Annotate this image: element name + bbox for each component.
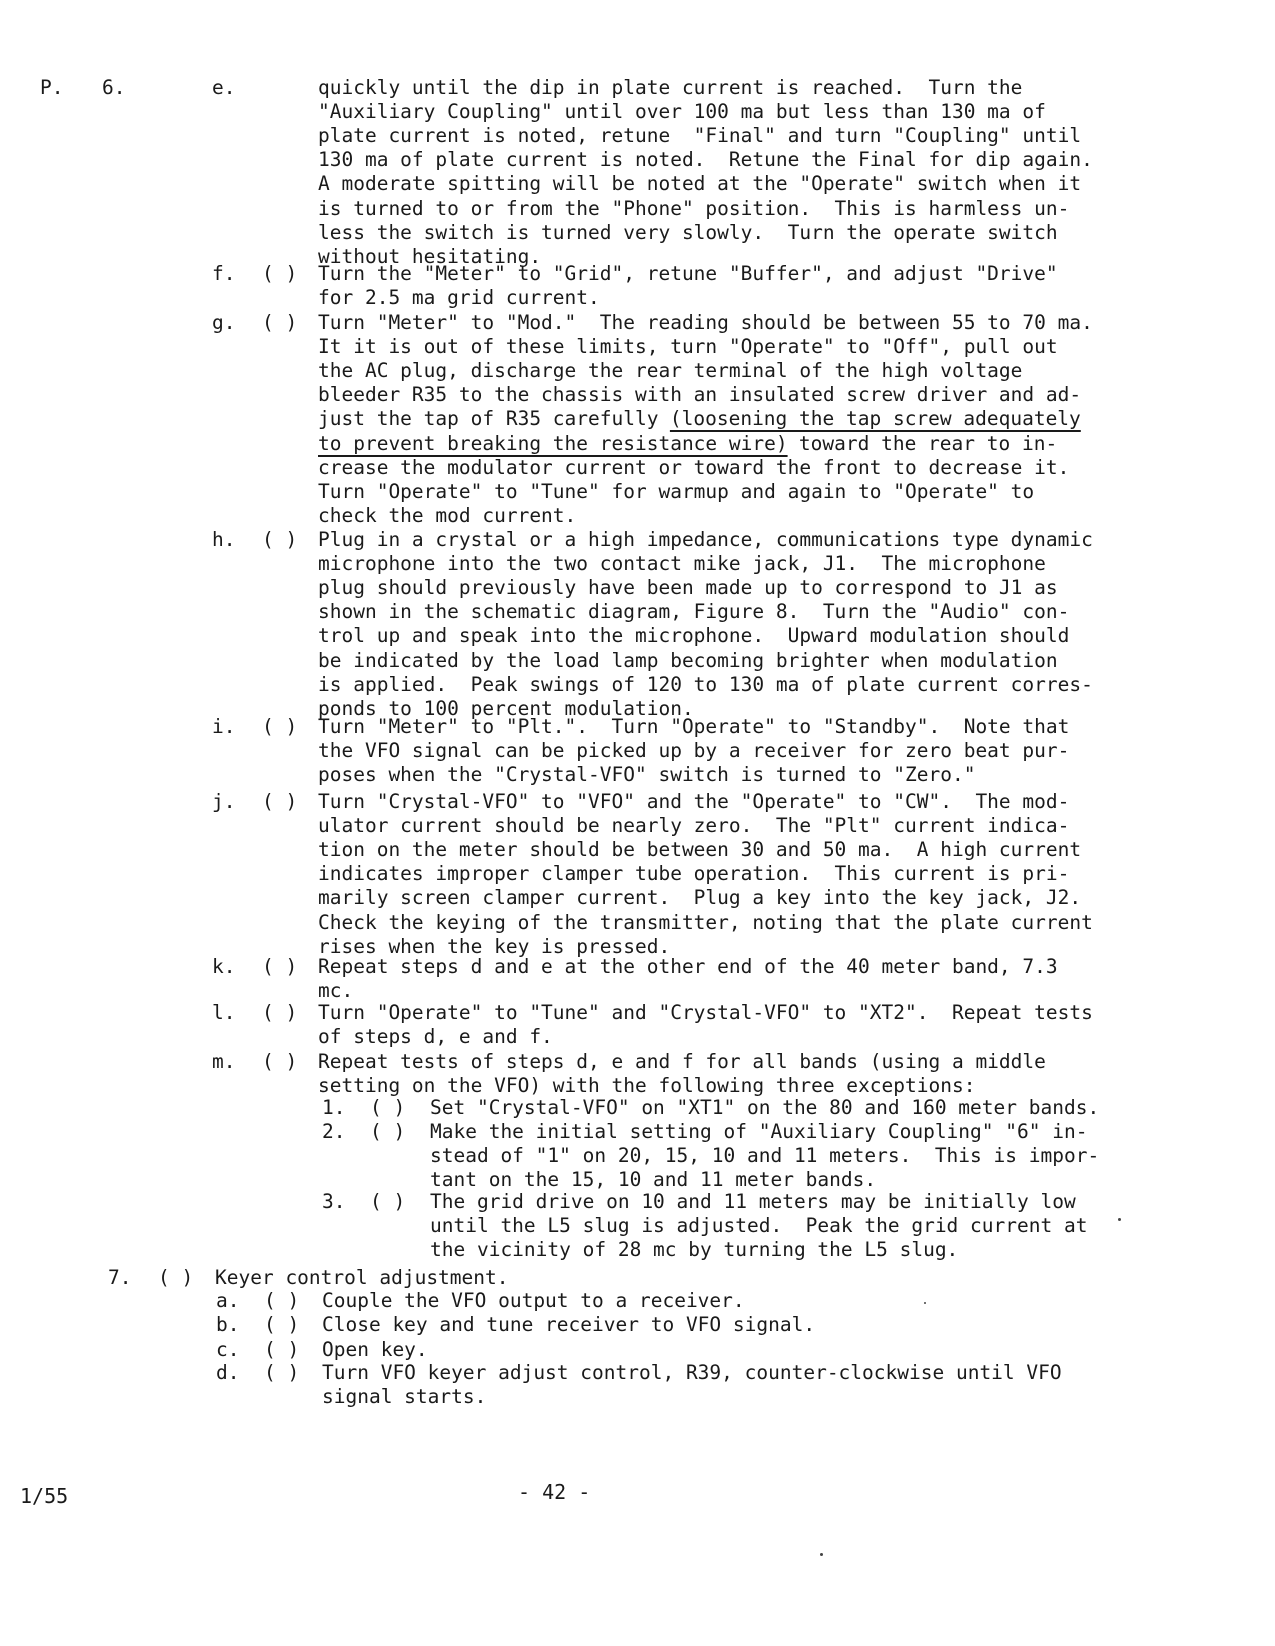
page-ref: P.: [40, 76, 64, 99]
step-text-line: setting on the VFO) with the following three exceptions:: [318, 1074, 976, 1097]
step-checkbox: ( ): [262, 955, 298, 978]
exception-checkbox: ( ): [370, 1120, 406, 1143]
scan-speck: [820, 1553, 823, 1556]
step-text-line: Turn "Meter" to "Mod." The reading should be between 55 to 70 ma.: [318, 311, 1093, 334]
keyer-step-text-line: signal starts.: [322, 1385, 487, 1408]
step-text-line: without hesitating.: [318, 245, 542, 268]
exception-text-line: Set "Crystal-VFO" on "XT1" on the 80 and 160 meter bands.: [430, 1096, 1100, 1119]
step-text-line: Turn "Crystal-VFO" to "VFO" and the "Operate" to "CW". The mod-: [318, 790, 1070, 813]
step-label: k.: [212, 955, 236, 978]
exception-text-line: tant on the 15, 10 and 11 meter bands.: [430, 1168, 877, 1191]
keyer-step-label: d.: [216, 1361, 240, 1384]
step-label: i.: [212, 715, 236, 738]
step-checkbox: ( ): [262, 311, 298, 334]
step-text-line: rises when the key is pressed.: [318, 935, 671, 958]
step-text-line: for 2.5 ma grid current.: [318, 286, 600, 309]
exception-text-line: until the L5 slug is adjusted. Peak the grid current at: [430, 1214, 1088, 1237]
step-text-line: ponds to 100 percent modulation.: [318, 697, 694, 720]
keyer-step-label: a.: [216, 1289, 240, 1312]
scan-speck: [1118, 1218, 1121, 1221]
keyer-step-text-line: Turn VFO keyer adjust control, R39, counter-clockwise until VFO: [322, 1361, 1062, 1384]
keyer-step-checkbox: ( ): [264, 1313, 300, 1336]
step-label: j.: [212, 790, 236, 813]
step-label: g.: [212, 311, 236, 334]
step-checkbox: ( ): [262, 262, 298, 285]
section-number: 6.: [102, 76, 126, 99]
step-text-line: Turn the "Meter" to "Grid", retune "Buffer", and adjust "Drive": [318, 262, 1058, 285]
step-text-line: is turned to or from the "Phone" position. This is harmless un-: [318, 197, 1070, 220]
step-text-line: the VFO signal can be picked up by a receiver for zero beat pur-: [318, 739, 1070, 762]
exception-text-line: stead of "1" on 20, 15, 10 and 11 meters. This is impor-: [430, 1144, 1100, 1167]
exception-text-line: The grid drive on 10 and 11 meters may be initially low: [430, 1190, 1076, 1213]
step-checkbox: ( ): [262, 1050, 298, 1073]
step-text-line: be indicated by the load lamp becoming brighter when modulation: [318, 649, 1058, 672]
step-text-line: It it is out of these limits, turn "Operate" to "Off", pull out: [318, 335, 1058, 358]
step-label: f.: [212, 262, 236, 285]
step-checkbox: ( ): [262, 528, 298, 551]
step-label: l.: [212, 1001, 236, 1024]
step-text-line: Turn "Operate" to "Tune" for warmup and again to "Operate" to: [318, 480, 1035, 503]
section-7-number: 7.: [108, 1266, 132, 1289]
step-text-line: Turn "Operate" to "Tune" and "Crystal-VFO" to "XT2". Repeat tests: [318, 1001, 1093, 1024]
keyer-step-label: b.: [216, 1313, 240, 1336]
step-text-line: poses when the "Crystal-VFO" switch is turned to "Zero.": [318, 763, 976, 786]
keyer-step-text-line: Couple the VFO output to a receiver.: [322, 1289, 745, 1312]
exception-label: 1.: [322, 1096, 346, 1119]
step-text-line: Check the keying of the transmitter, noting that the plate current: [318, 911, 1093, 934]
exception-checkbox: ( ): [370, 1096, 406, 1119]
keyer-step-text-line: Close key and tune receiver to VFO signal.: [322, 1313, 816, 1336]
section-7-title: Keyer control adjustment.: [215, 1266, 509, 1289]
exception-text-line: the vicinity of 28 mc by turning the L5 slug.: [430, 1238, 959, 1261]
step-text-line: marily screen clamper current. Plug a key into the key jack, J2.: [318, 886, 1082, 909]
section-7-checkbox: ( ): [158, 1266, 194, 1289]
step-text-line: of steps d, e and f.: [318, 1025, 553, 1048]
step-text-line: just the tap of R35 carefully: [318, 407, 671, 430]
step-text-line: less the switch is turned very slowly. Turn the operate switch: [318, 221, 1058, 244]
step-text-line: Plug in a crystal or a high impedance, communications type dynamic: [318, 528, 1093, 551]
footer-date: 1/55: [20, 1484, 69, 1508]
step-label: h.: [212, 528, 236, 551]
keyer-step-label: c.: [216, 1338, 240, 1361]
step-label: e.: [212, 76, 236, 99]
exception-text-line: Make the initial setting of "Auxiliary Coupling" "6" in-: [430, 1120, 1088, 1143]
step-label: m.: [212, 1050, 236, 1073]
exception-label: 2.: [322, 1120, 346, 1143]
step-text-line: plate current is noted, retune "Final" and turn "Coupling" until: [318, 124, 1082, 147]
step-text-line: Repeat tests of steps d, e and f for all bands (using a middle: [318, 1050, 1046, 1073]
step-text-line: Turn "Meter" to "Plt.". Turn "Operate" to "Standby". Note that: [318, 715, 1070, 738]
step-checkbox: ( ): [262, 790, 298, 813]
step-text-line: 130 ma of plate current is noted. Retune the Final for dip again.: [318, 148, 1093, 171]
underlined-caution: (loosening the tap screw adequately: [669, 407, 1081, 430]
step-text-line: toward the rear to in-: [787, 432, 1058, 455]
step-text-line: mc.: [318, 979, 354, 1002]
step-checkbox: ( ): [262, 715, 298, 738]
step-text-line: bleeder R35 to the chassis with an insulated screw driver and ad-: [318, 383, 1082, 406]
step-checkbox: ( ): [262, 1001, 298, 1024]
step-text-line: indicates improper clamper tube operation. This current is pri-: [318, 862, 1070, 885]
exception-label: 3.: [322, 1190, 346, 1213]
step-text-line: is applied. Peak swings of 120 to 130 ma of plate current corres-: [318, 673, 1093, 696]
keyer-step-checkbox: ( ): [264, 1289, 300, 1312]
exception-checkbox: ( ): [370, 1190, 406, 1213]
step-text-line: Repeat steps d and e at the other end of the 40 meter band, 7.3: [318, 955, 1058, 978]
step-text-line: shown in the schematic diagram, Figure 8. Turn the "Audio" con-: [318, 600, 1070, 623]
keyer-step-checkbox: ( ): [264, 1361, 300, 1384]
page-number: - 42 -: [518, 1480, 591, 1504]
keyer-step-checkbox: ( ): [264, 1338, 300, 1361]
step-text-line: the AC plug, discharge the rear terminal of the high voltage: [318, 359, 1023, 382]
step-text-line: plug should previously have been made up to correspond to J1 as: [318, 576, 1058, 599]
step-text-line: crease the modulator current or toward the front to decrease it.: [318, 456, 1070, 479]
scan-speck: [924, 1302, 926, 1304]
step-text-line: A moderate spitting will be noted at the "Operate" switch when it: [318, 172, 1082, 195]
step-text-line: "Auxiliary Coupling" until over 100 ma but less than 130 ma of: [318, 100, 1046, 123]
keyer-step-text-line: Open key.: [322, 1338, 428, 1361]
step-text-line: microphone into the two contact mike jack, J1. The microphone: [318, 552, 1046, 575]
underlined-caution: to prevent breaking the resistance wire): [318, 432, 788, 455]
step-text-line: quickly until the dip in plate current is reached. Turn the: [318, 76, 1023, 99]
step-text-line: ulator current should be nearly zero. The "Plt" current indica-: [318, 814, 1070, 837]
step-text-line: check the mod current.: [318, 504, 577, 527]
step-text-line: trol up and speak into the microphone. Upward modulation should: [318, 624, 1070, 647]
step-text-line: tion on the meter should be between 30 and 50 ma. A high current: [318, 838, 1082, 861]
